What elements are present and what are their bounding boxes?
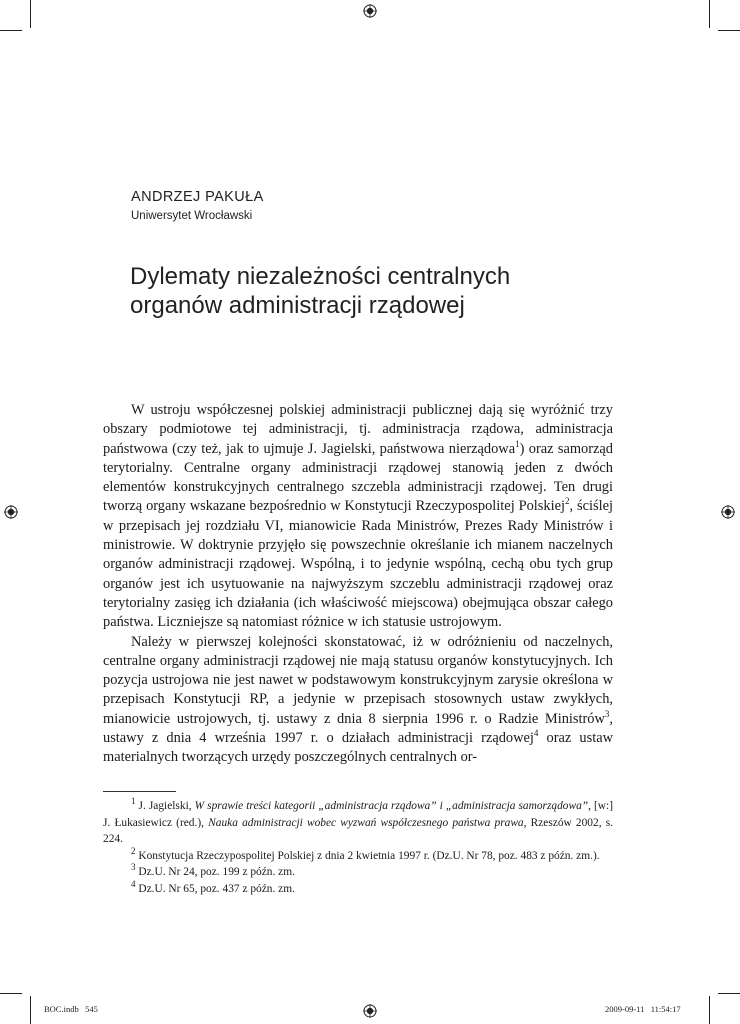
footnote: $^4$ Dz.U. Nr 65, poz. 437 z późn. zm. <box>131 879 295 895</box>
article-body <box>103 401 613 768</box>
crop-mark <box>30 0 31 28</box>
slug-file-info: BOC.indb 545 <box>44 1004 98 1014</box>
footnote: $^3$ Dz.U. Nr 24, poz. 199 z późn. zm. <box>131 862 295 879</box>
footnote-ref[interactable]: 2 <box>565 496 570 507</box>
crop-mark <box>709 996 710 1024</box>
crop-mark <box>718 993 740 994</box>
footnote-number: 2 <box>131 845 136 856</box>
footnote-ref[interactable]: 1 <box>515 438 520 449</box>
crop-mark <box>718 30 740 31</box>
article-title: Dylematy niezależności centralnych organów administracji rządowej <box>130 263 511 319</box>
footnote: $^2$ Konstytucja Rzeczypospolitej Polskiej z dnia 2 kwietnia 1997 r. (Dz.U. Nr 78, poz. 483 z późn. zm.). <box>131 845 600 862</box>
author-name: ANDRZEJ PAKUŁA <box>131 189 264 205</box>
slug-timestamp: 2009-09-11 11:54:17 <box>605 1004 681 1014</box>
registration-mark-icon <box>363 4 377 18</box>
author-affiliation: Uniwersytet Wrocławski <box>131 210 253 222</box>
crop-mark <box>709 0 710 28</box>
paragraph: W ustroju współczesnej polskiej administracji publicznej dają się wyróżnić trzy obszary podmiotowe tej administracji, tj. administracja rządowa, administracja państwowa (czy też, jak to ujmuje J. Jagielski, państwowa nierządowa$^1$) oraz samorząd terytorialny. Centralne organy administracji rządowej stanowią jeden z dwóch elementów konstrukcyjnych centralnego szczebla administracji rządowej. Ten drugi tworzą organy wskazane bezpośrednio w Konstytucji Rzeczypospolitej Polskiej$^2$, ściślej w przepisach jej rozdziału VI, mianowicie Rada Ministrów, Prezes Rady Ministrów i ministrowie. W doktrynie przyjęło się powszechnie określanie ich mianem naczelnych organów administracji rządowej. Wspólną, i to jedynie wspólną, cechą obu tych grup organów jest ich usytuowanie na najwyższym szczeblu administracji rządowej oraz terytorialny zasięg ich działania (ich właściwość miejscowa) obejmująca obszar całego państwa. Liczniejsze są natomiast różnice w ich statusie ustrojowym. <box>103 402 614 631</box>
footnote-ref[interactable]: 3 <box>604 708 610 719</box>
registration-mark-icon <box>721 505 735 519</box>
footnote: $^1$ J. Jagielski, W sprawie treści kategorii „administracja rządowa” i „administracja samorządowa”, [w:] J. Łukasiewicz (red.), Nauka administracji wobec wyzwań współczesnego państwa prawa, Rzeszów 2002, s. 224. <box>103 796 613 846</box>
crop-mark <box>0 30 22 31</box>
footnote-ref[interactable]: 4 <box>533 728 539 739</box>
registration-mark-icon <box>363 1004 377 1018</box>
crop-mark <box>30 996 31 1024</box>
footnote-number: 4 <box>131 879 136 890</box>
footnote-number: 1 <box>131 796 136 807</box>
footnotes <box>103 798 613 898</box>
paragraph: Należy w pierwszej kolejności skonstatować, iż w odróżnieniu od naczelnych, centralne organy administracji rządowej nie mają statusu organów konstytucyjnych. Ich pozycja ustrojowa nie jest nawet w podstawowym konstrukcyjnym zarysie określona w przepisach Konstytucji RP, a jedynie w przepisach stosownych ustaw zwykłych, mianowicie ustrojowych, tj. ustawy z dnia 8 sierpnia 1996 r. o Radzie Ministrów$^3$, ustawy z dnia 4 września 1997 r. o działach administracji rządowej$^4$ oraz ustaw materialnych tworzących urzędy poszczególnych centralnych or- <box>103 633 613 766</box>
footnote-number: 3 <box>131 862 136 873</box>
crop-mark <box>0 993 22 994</box>
footnote-divider <box>103 791 176 792</box>
registration-mark-icon <box>4 505 18 519</box>
